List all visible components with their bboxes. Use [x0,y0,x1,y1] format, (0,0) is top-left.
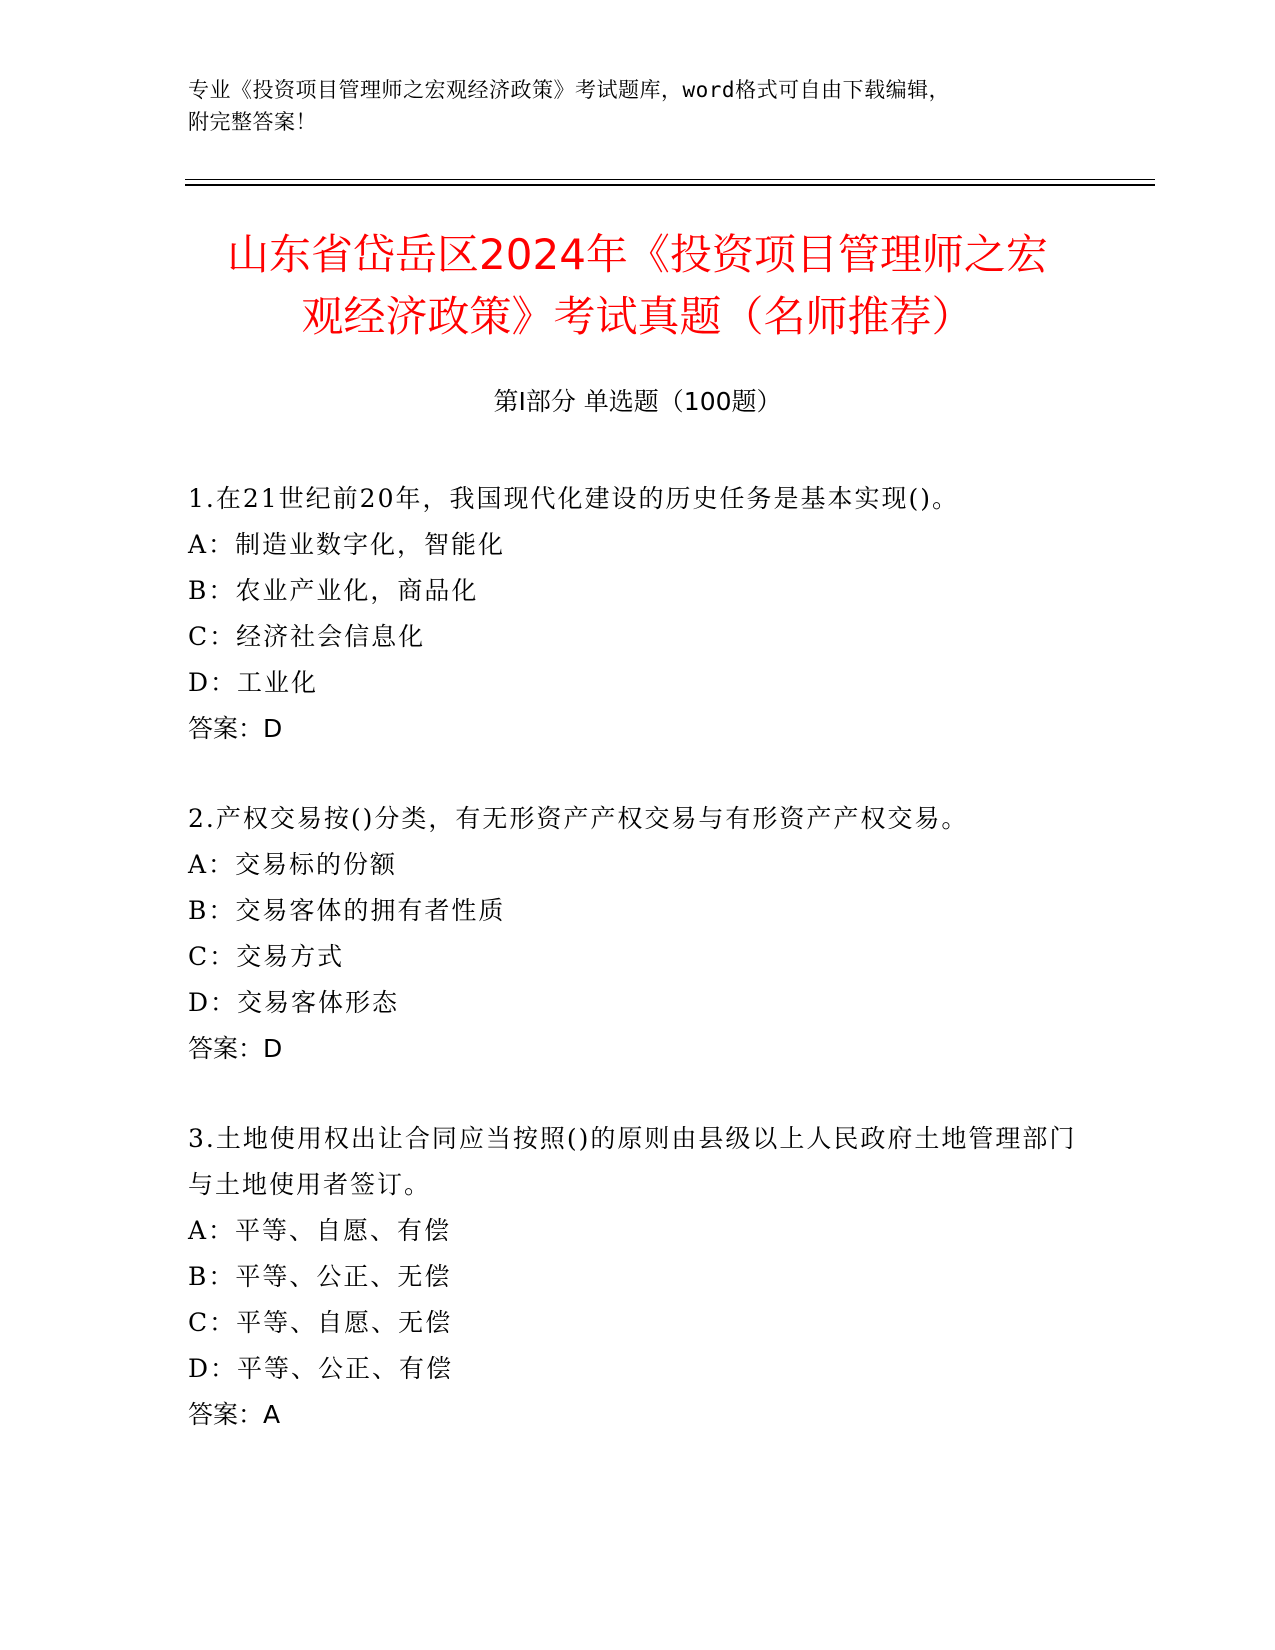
header-note [188,74,1088,138]
question-stem: 2.产权交易按()分类，有无形资产产权交易与有形资产产权交易。 [188,804,969,833]
option-b: B：农业产业化，商品化 [188,576,479,605]
section-heading: 第Ⅰ部分 单选题（100题） [493,387,782,416]
option-b: B：交易客体的拥有者性质 [188,896,506,925]
header-divider-thick [185,184,1155,186]
option-a: A：交易标的份额 [188,850,398,879]
option-b: B：平等、公正、无偿 [188,1262,452,1291]
option-c: C：经济社会信息化 [188,622,426,651]
header-note-line2: 附完整答案！ [188,110,317,134]
option-d: D：交易客体形态 [188,988,400,1017]
question-item [188,796,1088,1072]
question-list [188,476,1088,1482]
answer-line: 答案：D [188,1034,283,1063]
document-title-line2: 观经济政策》考试真题（名师推荐） [301,292,974,341]
question-stem: 3.土地使用权出让合同应当按照()的原则由县级以上人民政府土地管理部门与土地使用者签订。 [188,1124,1077,1199]
header-divider-thin [185,179,1155,180]
option-d: D：工业化 [188,668,319,697]
option-c: C：平等、自愿、无偿 [188,1308,453,1337]
header-note-line1: 专业《投资项目管理师之宏观经济政策》考试题库，word格式可自由下载编辑， [188,78,951,102]
document-title-line1: 山东省岱岳区2024年《投资项目管理师之宏 [227,230,1048,279]
option-c: C：交易方式 [188,942,345,971]
question-item [188,1116,1088,1438]
answer-line: 答案：D [188,714,283,743]
question-stem: 1.在21世纪前20年，我国现代化建设的历史任务是基本实现()。 [188,484,959,513]
question-item [188,476,1088,752]
option-a: A：制造业数字化，智能化 [188,530,506,559]
option-d: D：平等、公正、有偿 [188,1354,454,1383]
answer-line: 答案：A [188,1400,281,1429]
document-title [150,224,1125,348]
option-a: A：平等、自愿、有偿 [188,1216,452,1245]
